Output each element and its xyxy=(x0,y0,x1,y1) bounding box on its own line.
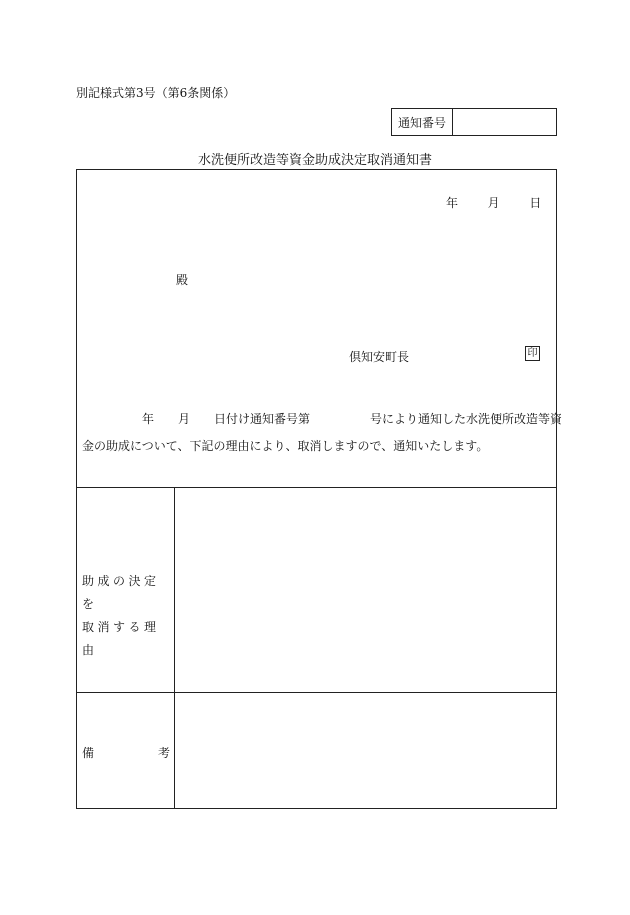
reason-label-line1: 助成の決定を xyxy=(82,574,160,611)
divider-remarks xyxy=(76,692,557,693)
notice-number-field[interactable] xyxy=(453,109,556,135)
body-text-line1: 年 月 日付け通知番号第 号により通知した水洗便所改造等資 xyxy=(142,412,563,426)
remarks-label-left: 備 xyxy=(82,746,95,760)
addressee-suffix: 殿 xyxy=(176,273,189,287)
label-column-divider xyxy=(174,487,175,808)
divider-reason xyxy=(76,487,557,488)
body-text-line2: 金の助成について、下記の理由により、取消しますので、通知いたします。 xyxy=(82,439,489,453)
notice-number-label: 通知番号 xyxy=(392,109,453,135)
notice-number-box xyxy=(391,108,557,136)
remarks-label xyxy=(82,744,170,761)
reason-label-line2: 取消する理由 xyxy=(82,620,160,657)
seal-stamp: 印 xyxy=(525,346,540,361)
date-day: 日 xyxy=(529,196,542,210)
date-year: 年 xyxy=(446,196,459,210)
date-month: 月 xyxy=(487,196,500,210)
reason-label xyxy=(82,570,170,662)
issue-date[interactable] xyxy=(446,194,541,211)
remarks-field[interactable] xyxy=(180,697,550,803)
form-number: 別記様式第3号（第6条関係） xyxy=(76,86,236,100)
issuer-name: 倶知安町長 xyxy=(349,350,410,364)
reason-field[interactable] xyxy=(180,492,550,687)
remarks-label-right: 考 xyxy=(157,746,170,760)
document-title: 水洗便所改造等資金助成決定取消通知書 xyxy=(197,153,432,168)
